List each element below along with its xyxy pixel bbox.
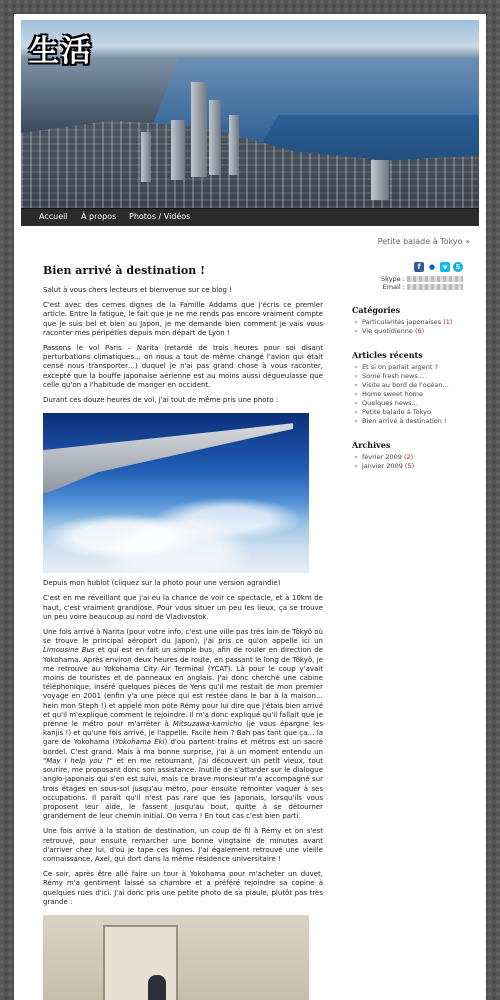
category-label[interactable]: Particularités japonaises <box>362 318 442 326</box>
banner-tower <box>229 115 239 175</box>
archive-count: (5) <box>404 462 415 470</box>
main-nav <box>21 208 479 226</box>
category-count: (6) <box>415 327 425 335</box>
category-item[interactable] <box>352 318 477 327</box>
emphasis: Limousine Bus <box>43 646 95 655</box>
post-paragraph: Durant ces douze heures de vol, j'ai tout de même pris une photo : <box>43 396 279 405</box>
social-icons <box>352 262 463 272</box>
emphasis: "May I help you ?" <box>43 756 113 765</box>
page <box>14 14 486 1000</box>
archives-title: Archives <box>352 440 391 450</box>
airplane-window-photo[interactable] <box>43 413 309 573</box>
photo-door <box>103 925 178 1000</box>
sidebar <box>352 262 477 471</box>
skype-icon[interactable]: S <box>453 262 463 272</box>
category-count: (1) <box>443 318 453 326</box>
post-paragraph: Passons le vol Paris – Narita (retardé de trois heures pour soi disant perturbations climatiques… on nous a tout de même changé l'avion qui était censé nous transporter…) duquel je n'ai pas grand chose à vous raconter, excepté que la bouffe japonaise aérienne est au moins aussi dégueulasse que celle qu'on a l'habitude de manger en occident. <box>43 344 323 389</box>
email-line <box>352 283 463 291</box>
recent-post-item[interactable]: » Visite au bord de l'océan… <box>352 381 477 390</box>
emphasis: Mitsuzawa-kamicho <box>172 720 242 729</box>
nav-item-about[interactable]: À propos <box>81 212 117 221</box>
recent-post-item[interactable]: » Some fresh news… <box>352 372 477 381</box>
text-segment: et en me retournant, j'ai découvert un petit vieux, tout sourire, me proposant donc son assistance. Inutile de s'attarder sur le dialogue anglo-japonais qui s'en est suivi, mais ce brave monsieur m'a accompagné sur trois étages en sous-sol jusqu'au métro, pour ensuite remonter vaquer à ses occupations. Il paraît qu'il n'est pas rare que les Japonais, lorsqu'ils vous proposent leur aide, le fassent jusqu'au bout, quitte à se détourner grandement de leur chemin initial. On verra ! En tout cas c'est bien parti. <box>43 756 323 821</box>
post-paragraph: C'est avec des cernes dignes de la Famille Addams que j'écris ce premier article. Entre la fatigue, le fait que je ne me rends pas encore vraiment compte que je suis bel et bien au Japon, je me demande bien comment je vais vous raconter mes péripéties depuis mon départ de Lyon ! <box>43 301 323 337</box>
photo-clouds <box>43 483 309 573</box>
archive-item[interactable] <box>352 462 477 471</box>
text-segment: ) d'où partent trains et métros est un sacré bordel. C'est grand. Mais à ma bonne surprise, j'ai à un moment entendu un <box>43 738 323 756</box>
archive-item[interactable] <box>352 453 477 462</box>
banner-tower <box>171 120 185 180</box>
email-label: Email : <box>382 283 405 291</box>
text-segment: Une fois arrivé à Narita (pour votre info, c'est une ville pas très loin de Tôkyô où se trouve le principal aéroport du Japon), j'ai pris ce qu'on appelle ici un <box>43 628 323 646</box>
facebook-icon[interactable]: f <box>414 262 424 272</box>
categories-title: Catégories <box>352 305 401 315</box>
nav-item-home[interactable]: Accueil <box>39 212 68 221</box>
banner-tower <box>141 132 151 182</box>
photo-caption: Depuis mon hublot (cliquez sur la photo pour une version agrandie) <box>43 579 281 588</box>
recent-posts-widget <box>352 350 477 426</box>
emphasis: Yokohama Eki <box>115 738 165 747</box>
post-title[interactable]: Bien arrivé à destination ! <box>43 264 205 277</box>
flickr-icon[interactable]: ● <box>428 263 436 271</box>
next-post-link[interactable]: Petite balade à Tokyo » <box>377 237 470 246</box>
email-redacted <box>407 284 463 290</box>
archive-label[interactable]: janvier 2009 <box>362 462 403 470</box>
post-paragraph: Une fois arrivé à la station de destination, un coup de fil à Rémy et on s'est retrouvé, pour ensuite remarcher une bonne vingtaine de minutes avant d'arriver chez lui, d'où je tape ces lignes. J'ai également retrouvé une vieille connaissance, Axel, qui dort dans la même résidence universitaire ! <box>43 827 323 863</box>
archive-count: (2) <box>403 453 414 461</box>
nav-item-photos[interactable]: Photos / Vidéos <box>129 212 191 221</box>
skype-id-redacted <box>407 276 463 282</box>
archive-label[interactable]: février 2009 <box>362 453 402 461</box>
banner-tower <box>191 82 207 177</box>
text-segment: et qui est en fait un simple bus, afin de rouler en direction de Yokohama. Après environ deux heures de route, en passant le long de Tôkyô, je me retrouve au Yokohama City Air Terminal (YCAT). Là pour le coup y'avait moins de touristes et de panneaux en anglais. J'ai donc cherché une cabine téléphonique, inséré quelques pièces de Yens qu'il me restait de mon premier voyage en 2001 (enfin y'a une pièce qui est restée dans le bar à la maison… hein mon Steph !) et appelé mon pote Rémy pour lui dire que j'étais bien arrivé et qu'il m'explique comment le rejoindre. Il m'a donc expliqué qu'il fallait que je prenne le métro pour m'arrêter à <box>43 646 323 729</box>
category-label[interactable]: Vie quotidienne <box>362 327 413 335</box>
recent-post-item[interactable]: » Bien arrivé à destination ! <box>352 417 477 426</box>
recent-post-item[interactable]: » Et si on parlait argent ? <box>352 363 477 372</box>
contact-block <box>352 262 463 291</box>
recent-posts-title: Articles récents <box>352 350 423 360</box>
post-paragraph: Ce soir, après être allé faire un tour à Yokohama pour m'acheter un duvet, Rémy m'a gentiment laissé sa chambre et a préféré rejoindre sa copine à quelques rues d'ici. J'ai donc pris une petite photo de sa piaule, plutôt pas très grande : <box>43 870 323 906</box>
recent-post-item[interactable]: » Petite balade à Tokyo <box>352 408 477 417</box>
post-paragraph <box>43 628 323 821</box>
category-item[interactable] <box>352 327 477 336</box>
room-photo[interactable] <box>43 915 309 1000</box>
recent-post-item[interactable]: » Home sweet home <box>352 390 477 399</box>
post-paragraph: Salut à vous chers lecteurs et bienvenue sur ce blog ! <box>43 286 232 294</box>
text-segment: (je vous épargne les kanjis !) et qu'une fois arrivé, je l'appelle. Facile hein ? Bah pas tant que ça… la gare de Yokohama ( <box>43 720 323 747</box>
post-paragraph: C'est en me réveillant que j'ai eu la chance de voir ce spectacle, et à 10km de haut, c'est vraiment grandiose. Pour vous situer un peu les lieux, ça se trouve un peu voire beaucoup au nord de Vladivostok. <box>43 594 323 621</box>
banner-tower <box>209 100 221 175</box>
post <box>43 264 323 1000</box>
banner-tower <box>371 160 389 200</box>
vimeo-icon[interactable]: v <box>440 262 450 272</box>
categories-widget <box>352 305 477 336</box>
skype-label: Skype : <box>381 275 405 283</box>
recent-post-item[interactable]: » Quelques news… <box>352 399 477 408</box>
archives-widget <box>352 440 477 471</box>
skype-line <box>352 275 463 283</box>
header-banner <box>21 20 479 208</box>
site-title[interactable]: 生活 <box>29 34 93 69</box>
photo-person <box>148 975 166 1000</box>
